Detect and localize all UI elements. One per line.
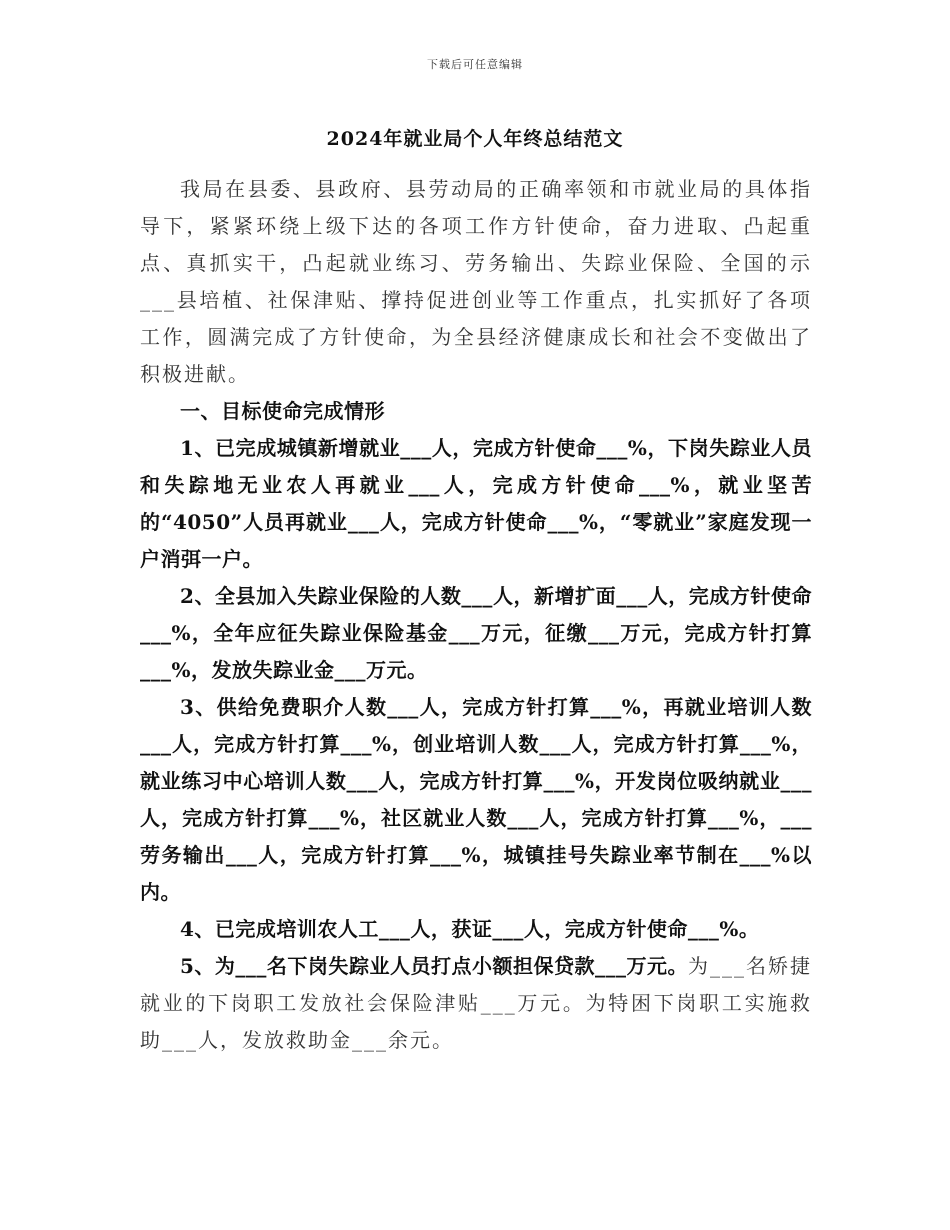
item-5-paragraph	[140, 948, 812, 1059]
item-5-bold-text: 5、为___名下岗失踪业人员打点小额担保贷款___万元。	[180, 954, 688, 978]
item-4-paragraph: 4、已完成培训农人工___人，获证___人，完成方针使命___%。	[180, 917, 760, 941]
item-5-plain-text: 为___名矫捷就业的下岗职工发放社会保险津贴___万元。为特困下岗职工实施救助___人，发放救助金___余元。	[140, 954, 812, 1052]
item-1-paragraph: 1、已完成城镇新增就业___人，完成方针使命___%，下岗失踪业人员和失踪地无业农人再就业___人，完成方针使命___%，就业坚苦的“4050”人员再就业___人，完成方针使命___%，“零就业”家庭发现一户消弭一户。	[140, 436, 812, 571]
item-2-paragraph: 2、全县加入失踪业保险的人数___人，新增扩面___人，完成方针使命___%，全年应征失踪业保险基金___万元，征缴___万元，完成方针打算___%，发放失踪业金___万元。	[140, 584, 812, 682]
document-body	[140, 171, 812, 1059]
document-title: 2024年就业局个人年终总结范文	[326, 128, 624, 150]
section-heading: 一、目标使命完成情形	[180, 399, 385, 423]
item-3-paragraph: 3、供给免费职介人数___人，完成方针打算___%，再就业培训人数___人，完成方针打算___%，创业培训人数___人，完成方针打算___%，就业练习中心培训人数___人，完成方针打算___%，开发岗位吸纳就业___人，完成方针打算___%，社区就业人数___人，完成方针打算___%，___劳务输出___人，完成方针打算___%，城镇挂号失踪业率节制在___%以内。	[140, 695, 812, 904]
intro-paragraph: 我局在县委、县政府、县劳动局的正确率领和市就业局的具体指导下，紧紧环绕上级下达的各项工作方针使命，奋力进取、凸起重点、真抓实干，凸起就业练习、劳务输出、失踪业保险、全国的示___县培植、社保津贴、撑持促进创业等工作重点，扎实抓好了各项工作，圆满完成了方针使命，为全县经济健康成长和社会不变做出了积极进献。	[140, 177, 812, 386]
header-note: 下载后可任意编辑	[427, 58, 523, 71]
